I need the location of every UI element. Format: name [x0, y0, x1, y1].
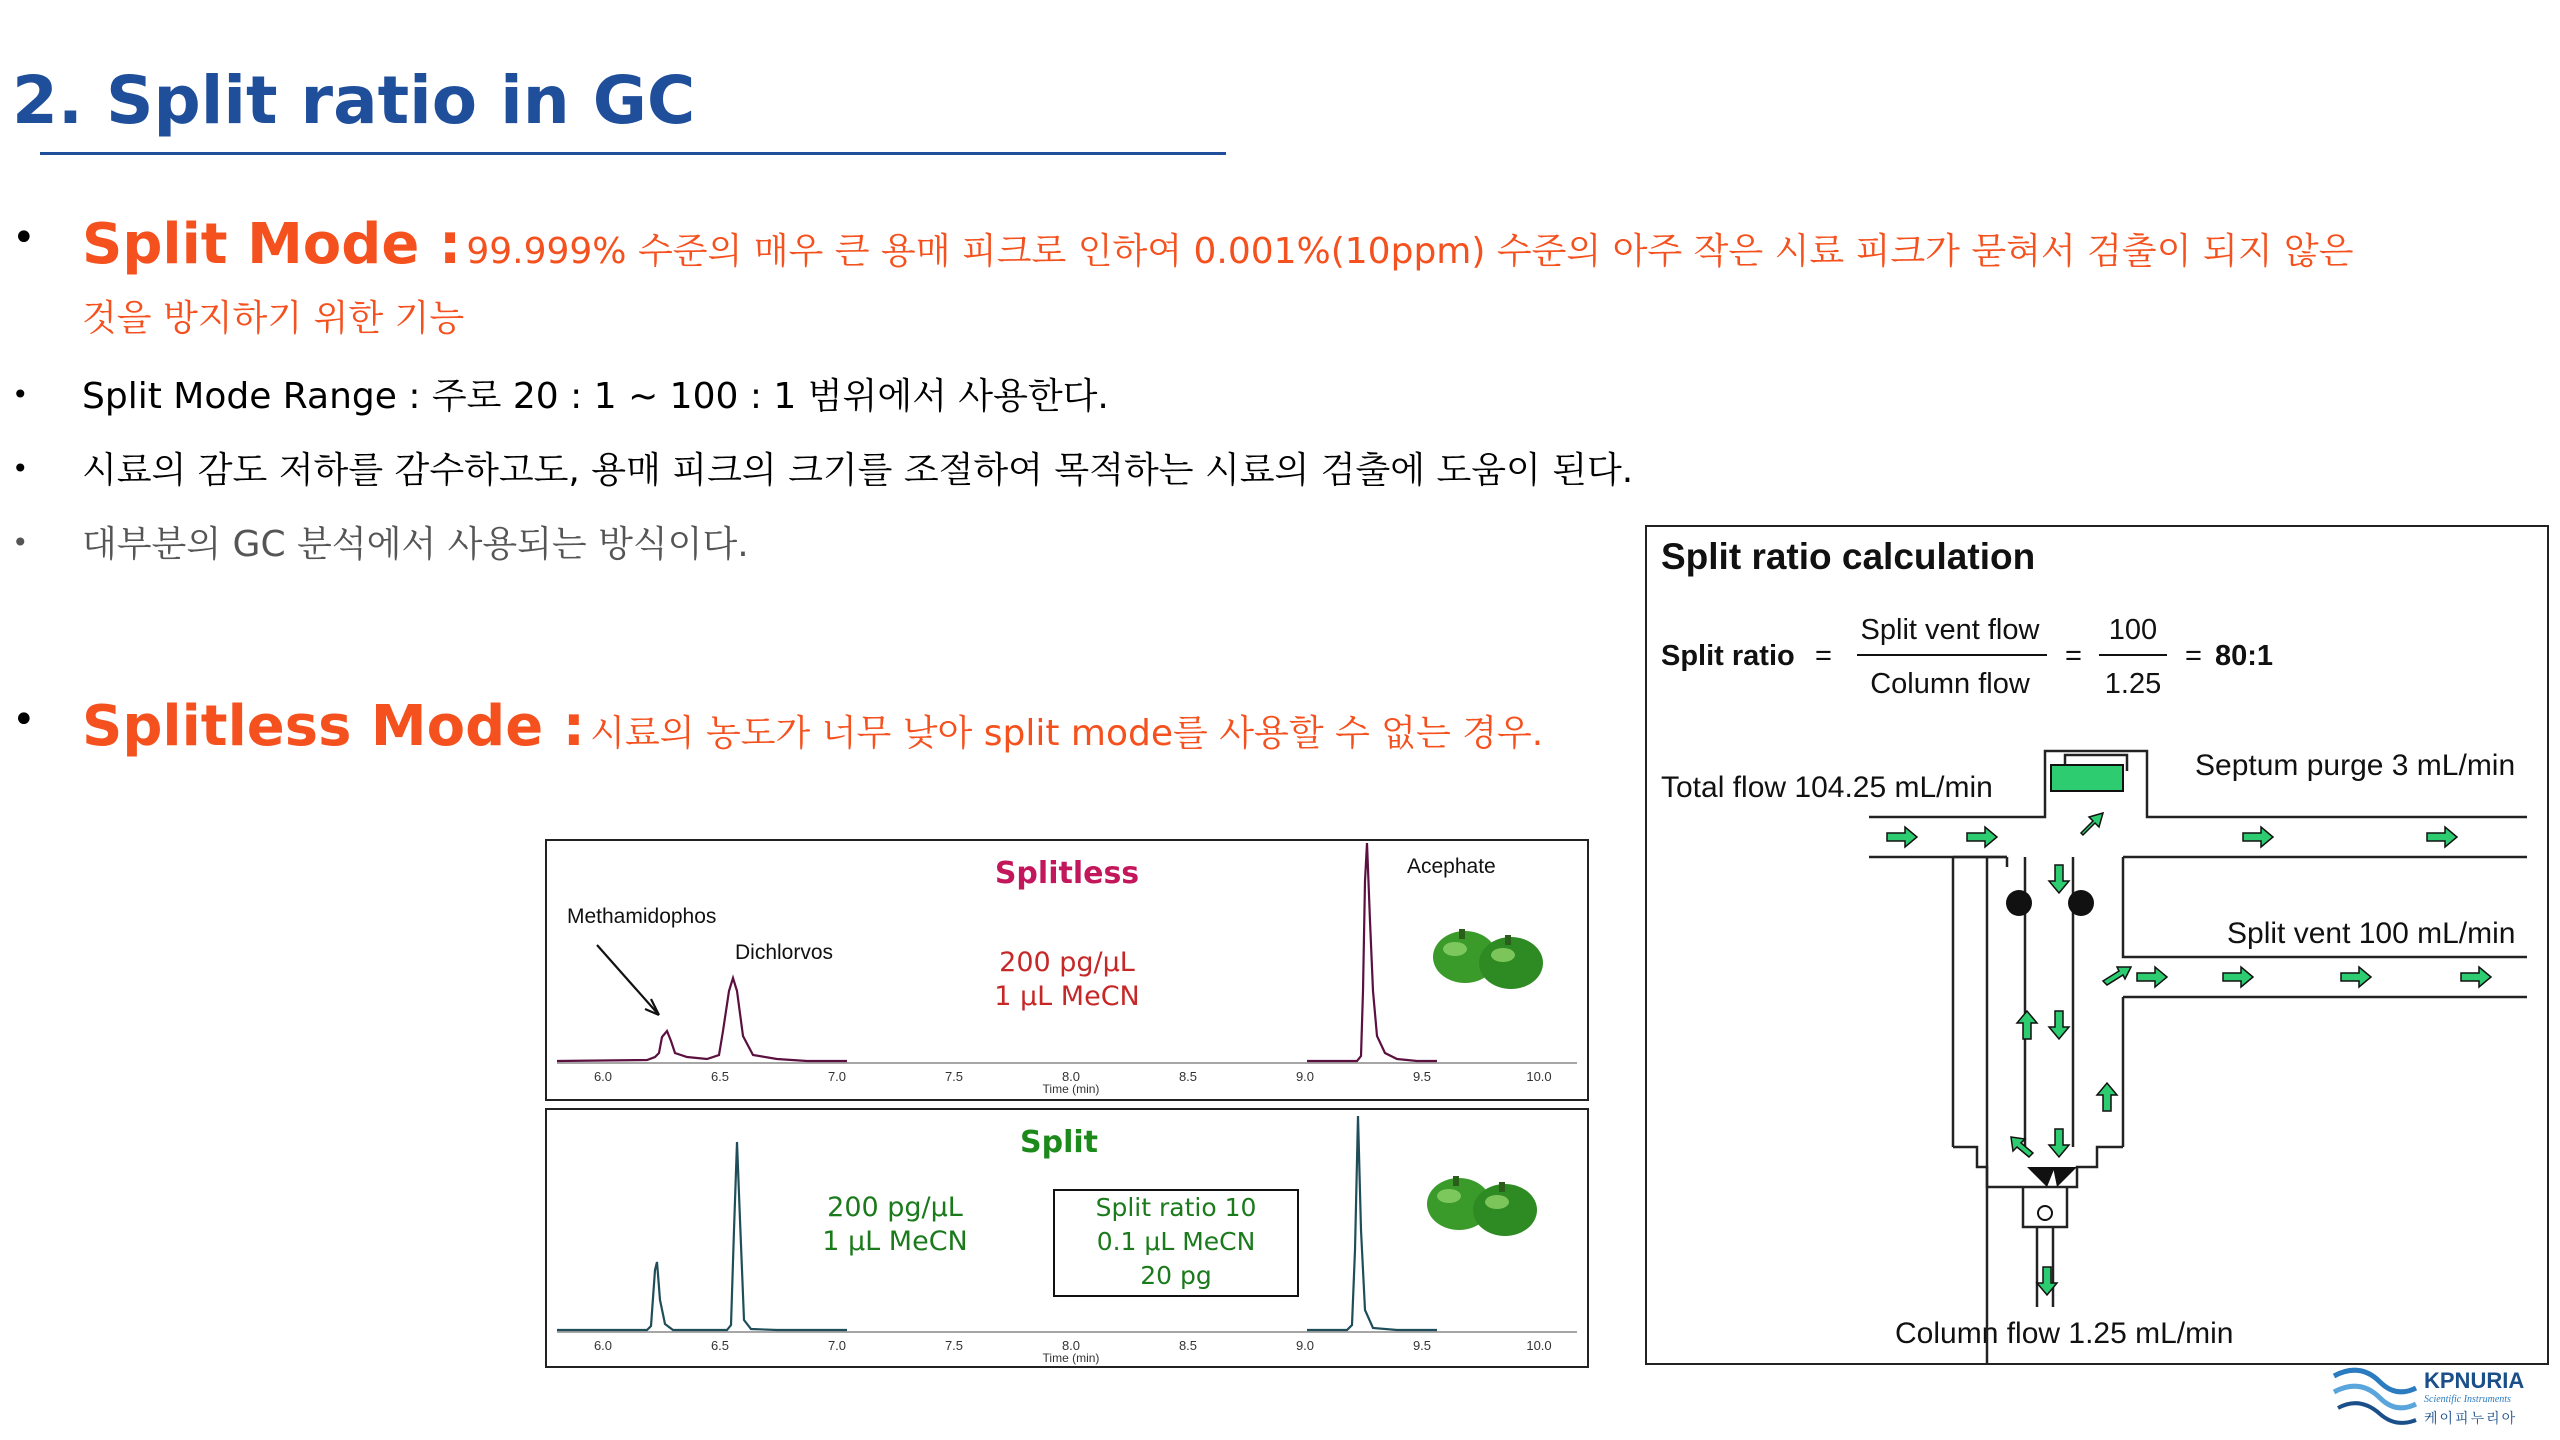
arrow-right-icon: [2461, 967, 2491, 987]
arrow-up-icon: [2017, 1011, 2037, 1039]
calc-eq-1: =: [1815, 640, 1832, 672]
label-dichlorvos: Dichlorvos: [735, 941, 834, 964]
arrow-diag-icon: [2081, 813, 2103, 835]
calc-label: Split ratio: [1661, 640, 1795, 672]
chromatogram-split: [545, 1108, 1589, 1368]
split-mode-line: [82, 212, 2353, 277]
arrow-right-icon: [1887, 827, 1917, 847]
tick-6.5: 6.5: [710, 1069, 730, 1084]
splitless-mode-desc: 시료의 농도가 너무 낮아 split mode를 사용할 수 없는 경우.: [590, 713, 1544, 754]
split-mode-desc-2: 것을 방지하기 위한 기능: [82, 298, 465, 339]
logo-kor: 케이피누리아: [2424, 1411, 2518, 1427]
arrow-right-icon: [2341, 967, 2371, 987]
tick-9.5: 9.5: [1412, 1338, 1432, 1353]
split-conc-2: 1 μL MeCN: [822, 1226, 968, 1257]
x-ticks: [594, 1338, 1552, 1365]
x-axis-label: Time (min): [1042, 1082, 1100, 1096]
flow-arrows: [1887, 813, 2491, 1295]
tick-8.0: 8.0: [1061, 1069, 1081, 1084]
logo-name: KPNURIA: [2424, 1368, 2525, 1393]
arrow-right-icon: [2223, 967, 2253, 987]
split-box-line-1: Split ratio 10: [1095, 1193, 1257, 1222]
tick-7.0: 7.0: [827, 1069, 847, 1084]
o-ring-left: [2006, 890, 2032, 916]
bullet-marker: •: [12, 526, 29, 559]
septum-purge-label: Septum purge 3 mL/min: [2195, 749, 2516, 782]
splitless-conc-1: 200 pg/μL: [999, 947, 1135, 978]
tick-10.0: 10.0: [1526, 1069, 1552, 1084]
tick-7.5: 7.5: [944, 1069, 964, 1084]
column-flow-label: Column flow 1.25 mL/min: [1895, 1317, 2234, 1350]
chromatogram-splitless: [545, 839, 1589, 1101]
split-mode-desc-1: 99.999% 수준의 매우 큰 용매 피크로 인하여 0.001%(10ppm) 수준의 아주 작은 시료 피크가 묻혀서 검출이 되지 않은: [466, 231, 2354, 272]
arrow-down-icon: [2049, 865, 2069, 893]
bullet-range: Split Mode Range : 주로 20 : 1 ~ 100 : 1 범위에서 사용한다.: [82, 376, 1109, 417]
arrow-right-icon: [2427, 827, 2457, 847]
bullet-common-use: 대부분의 GC 분석에서 사용되는 방식이다.: [82, 524, 749, 565]
split-title: Split: [1020, 1125, 1098, 1160]
arrow-down-icon: [2049, 1011, 2069, 1039]
calc-num-2: 100: [2108, 614, 2158, 646]
x-ticks: [594, 1069, 1552, 1096]
arrow-diag-icon: [2011, 1137, 2033, 1157]
split-box-line-3: 20 pg: [1140, 1261, 1212, 1290]
slide-title: 2. Split ratio in GC: [12, 62, 696, 139]
splitless-mode-heading: Splitless Mode :: [82, 694, 586, 759]
title-underline: [40, 152, 1226, 155]
septum: [2051, 765, 2123, 791]
tick-7.0: 7.0: [827, 1338, 847, 1353]
arrow-right-icon: [1967, 827, 1997, 847]
pepper-image: [1427, 1176, 1537, 1236]
logo-wave-icon: [2330, 1362, 2420, 1432]
calc-eq-3: =: [2185, 640, 2202, 672]
bullet-sensitivity: 시료의 감도 저하를 감수하고도, 용매 피크의 크기를 조절하여 목적하는 시료의 검출에 도움이 된다.: [82, 450, 1634, 491]
split-vent-label: Split vent 100 mL/min: [2227, 917, 2516, 950]
total-flow-label: Total flow 104.25 mL/min: [1661, 771, 1993, 804]
tick-6.5: 6.5: [710, 1338, 730, 1353]
ferrule-left: [2027, 1167, 2055, 1187]
chromatogram-split-plot: [547, 1110, 1587, 1366]
tick-9.0: 9.0: [1295, 1069, 1315, 1084]
logo-sub: Scientific Instruments: [2424, 1394, 2511, 1405]
split-mode-heading: Split Mode :: [82, 212, 462, 277]
split-trace-2: [1307, 1116, 1437, 1330]
label-methamidophos: Methamidophos: [567, 905, 717, 928]
arrow-diag-icon: [2103, 967, 2131, 985]
calc-den-1: Column flow: [1870, 668, 2030, 700]
methamidophos-pointer: [597, 945, 659, 1015]
column-nut: [2038, 1206, 2052, 1220]
tick-6.0: 6.0: [593, 1069, 613, 1084]
pepper-image: [1433, 929, 1543, 989]
tick-8.5: 8.5: [1178, 1069, 1198, 1084]
split-ratio-calculation-panel: [1645, 525, 2549, 1365]
tick-8.0: 8.0: [1061, 1338, 1081, 1353]
tick-10.0: 10.0: [1526, 1338, 1552, 1353]
arrow-right-icon: [2243, 827, 2273, 847]
split-trace-1: [557, 1142, 847, 1330]
tick-9.5: 9.5: [1412, 1069, 1432, 1084]
injector-outline: [1869, 751, 2527, 1363]
company-logo: [2330, 1362, 2550, 1436]
ferrule-right: [2053, 1167, 2077, 1187]
o-ring-right: [2068, 890, 2094, 916]
bullet-marker: •: [12, 452, 29, 485]
tick-8.5: 8.5: [1178, 1338, 1198, 1353]
arrow-right-icon: [2137, 967, 2167, 987]
arrow-up-icon: [2097, 1083, 2117, 1111]
splitless-title: Splitless: [994, 856, 1140, 891]
tick-7.5: 7.5: [944, 1338, 964, 1353]
calc-num-1: Split vent flow: [1860, 614, 2040, 646]
calc-result: 80:1: [2215, 640, 2274, 672]
splitless-conc-2: 1 μL MeCN: [994, 981, 1140, 1012]
label-acephate: Acephate: [1407, 855, 1496, 878]
calc-den-2: 1.25: [2104, 668, 2162, 700]
x-axis-label: Time (min): [1042, 1351, 1100, 1365]
injector-diagram: [1647, 527, 2547, 1363]
bullet-marker: •: [12, 378, 29, 411]
split-conc-1: 200 pg/μL: [827, 1192, 963, 1223]
arrow-down-icon: [2049, 1129, 2069, 1157]
chromatogram-splitless-plot: [547, 841, 1587, 1099]
splitless-trace-1: [557, 978, 847, 1061]
tick-6.0: 6.0: [593, 1338, 613, 1353]
splitless-mode-line: [82, 694, 1543, 759]
calc-title: Split ratio calculation: [1661, 536, 2036, 577]
tick-9.0: 9.0: [1295, 1338, 1315, 1353]
calc-eq-2: =: [2065, 640, 2082, 672]
split-box-line-2: 0.1 μL MeCN: [1096, 1227, 1256, 1256]
